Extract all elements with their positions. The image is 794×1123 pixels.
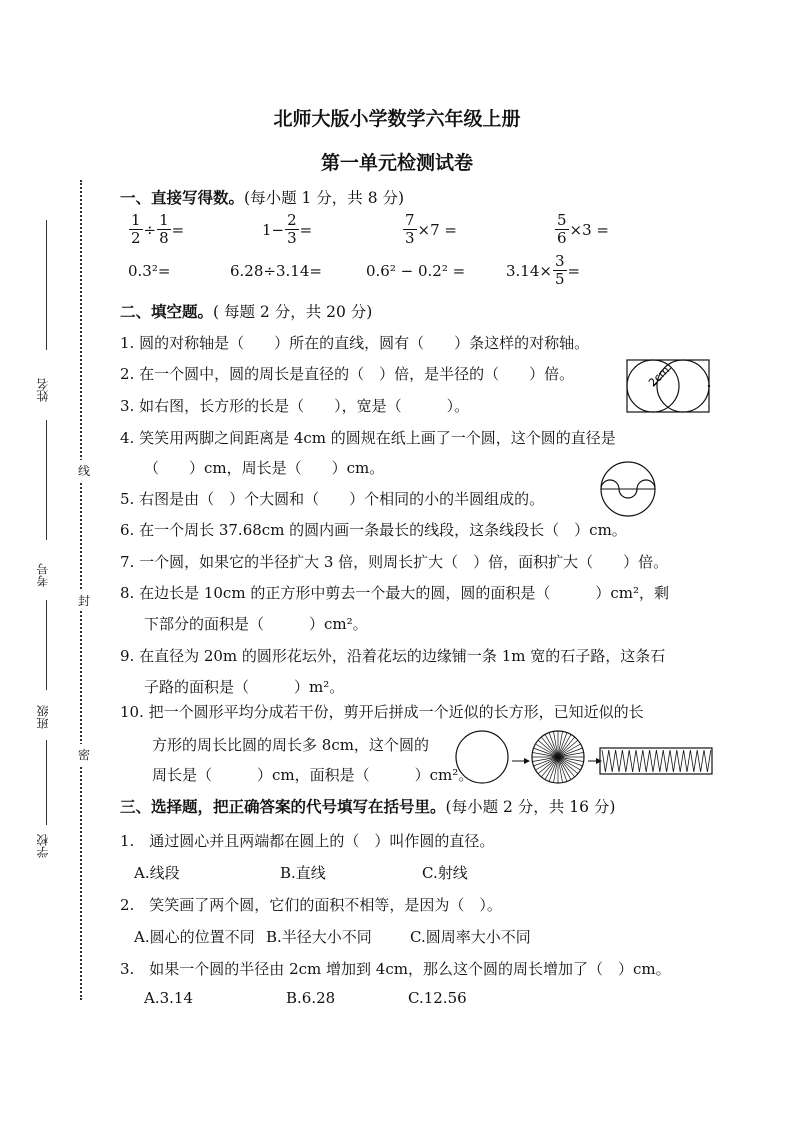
choice-q2-option-c: C.圆周率大小不同 (410, 928, 531, 946)
choice-q1-option-b: B.直线 (280, 864, 326, 882)
exam-no-blank-line (46, 420, 47, 540)
choice-q3-option-c: C.12.56 (408, 989, 467, 1007)
choice-q1-option-c: C.射线 (422, 864, 468, 882)
circle-semicircles-figure (598, 460, 662, 518)
fill-q7: 7. 一个圆，如果它的半径扩大 3 倍，则周长扩大（ ）倍，面积扩大（ ）倍。 (120, 553, 669, 571)
choice-q3: 3. 如果一个圆的半径由 2cm 增加到 4cm，那么这个圆的周长增加了（ ）cm。 (120, 960, 671, 978)
choice-q1: 1. 通过圆心并且两端都在圆上的（ ）叫作圆的直径。 (120, 832, 495, 850)
seal-seal-mark: 封 (78, 590, 90, 611)
fill-q8-line2: 下部分的面积是（ ）cm²。 (144, 615, 368, 633)
choice-q2: 2. 笑笑画了两个圆，它们的面积不相等，是因为（ ）。 (120, 896, 502, 914)
rectangle-two-circles-figure (624, 358, 714, 414)
fill-q10-line1: 10. 把一个圆形平均分成若干份，剪开后拼成一个近似的长方形，已知近似的长 (120, 703, 644, 721)
calc-problem-5: 0.3²= (128, 262, 171, 280)
name-blank-line (46, 220, 47, 350)
school-label: 学校 (36, 834, 50, 858)
fill-q5: 5. 右图是由（ ）个大圆和（ ）个相同的小的半圆组成的。 (120, 490, 545, 508)
calc-problem-6: 6.28÷3.14= (230, 262, 322, 280)
fill-q4-line1: 4. 笑笑用两脚之间距离是 4cm 的圆规在纸上画了一个圆，这个圆的直径是 (120, 429, 616, 447)
fill-q1: 1. 圆的对称轴是（ ）所在的直线，圆有（ ）条这样的对称轴。 (120, 334, 590, 352)
class-label: 班级 (36, 705, 50, 729)
fill-q9-line1: 9. 在直径为 20m 的圆形花坛外，沿着花坛的边缘铺一条 1m 宽的石子路，这条石 (120, 647, 666, 665)
section3-heading: 三、选择题，把正确答案的代号填写在括号里。(每小题 2 分，共 16 分) (120, 797, 616, 816)
radius-label: 2cm (646, 363, 673, 390)
section2-heading: 二、填空题。( 每题 2 分，共 20 分) (120, 302, 373, 321)
calc-problem-4: $\frac{5}{6}$ ×3 = (557, 211, 609, 247)
choice-q3-option-a: A.3.14 (144, 989, 193, 1007)
fill-q2: 2. 在一个圆中，圆的周长是直径的（ ）倍，是半径的（ ）倍。 (120, 365, 575, 383)
fill-q3: 3. 如右图，长方形的长是（ ），宽是（ ）。 (120, 397, 470, 415)
fill-q9-line2: 子路的面积是（ ）m²。 (144, 678, 345, 696)
circle-to-rectangle-figure (454, 728, 716, 786)
choice-q3-option-b: B.6.28 (286, 989, 336, 1007)
calc-problem-3: $\frac{7}{3}$ ×7 = (405, 211, 457, 247)
choice-q2-option-b: B.半径大小不同 (266, 928, 372, 946)
choice-q2-option-a: A.圆心的位置不同 (134, 928, 255, 946)
calc-problem-8: 3.14× $\frac{3}{5}$ = (506, 252, 581, 288)
fill-q4-line2: （ ）cm，周长是（ ）cm。 (144, 459, 385, 477)
page-title: 北师大版小学数学六年级上册 (273, 108, 521, 130)
seal-line-mark: 线 (78, 460, 90, 481)
fill-q10-line2: 方形的周长比圆的周长多 8cm，这个圆的 (152, 736, 429, 754)
section1-heading: 一、直接写得数。(每小题 1 分，共 8 分) (120, 188, 405, 207)
name-label: 姓名 (36, 378, 50, 402)
fill-q10-line3: 周长是（ ）cm，面积是（ ）cm²。 (152, 766, 474, 784)
exam-no-label: 考号 (36, 563, 50, 587)
calc-problem-2: 1− $\frac{2}{3}$ = (262, 211, 313, 247)
seal-secret-mark: 密 (78, 744, 90, 765)
fill-q8-line1: 8. 在边长是 10cm 的正方形中剪去一个最大的圆，圆的面积是（ ）cm²，剩 (120, 584, 669, 602)
class-blank-line (46, 600, 47, 690)
calc-problem-7: 0.6² − 0.2² = (366, 262, 466, 280)
calc-problem-1: $\frac{1}{2}$ ÷ $\frac{1}{8}$ = (131, 211, 185, 247)
page-subtitle: 第一单元检测试卷 (320, 152, 473, 174)
school-blank-line (46, 740, 47, 825)
choice-q1-option-a: A.线段 (134, 864, 180, 882)
fill-q6: 6. 在一个周长 37.68cm 的圆内画一条最长的线段，这条线段长（ ）cm。 (120, 521, 627, 539)
